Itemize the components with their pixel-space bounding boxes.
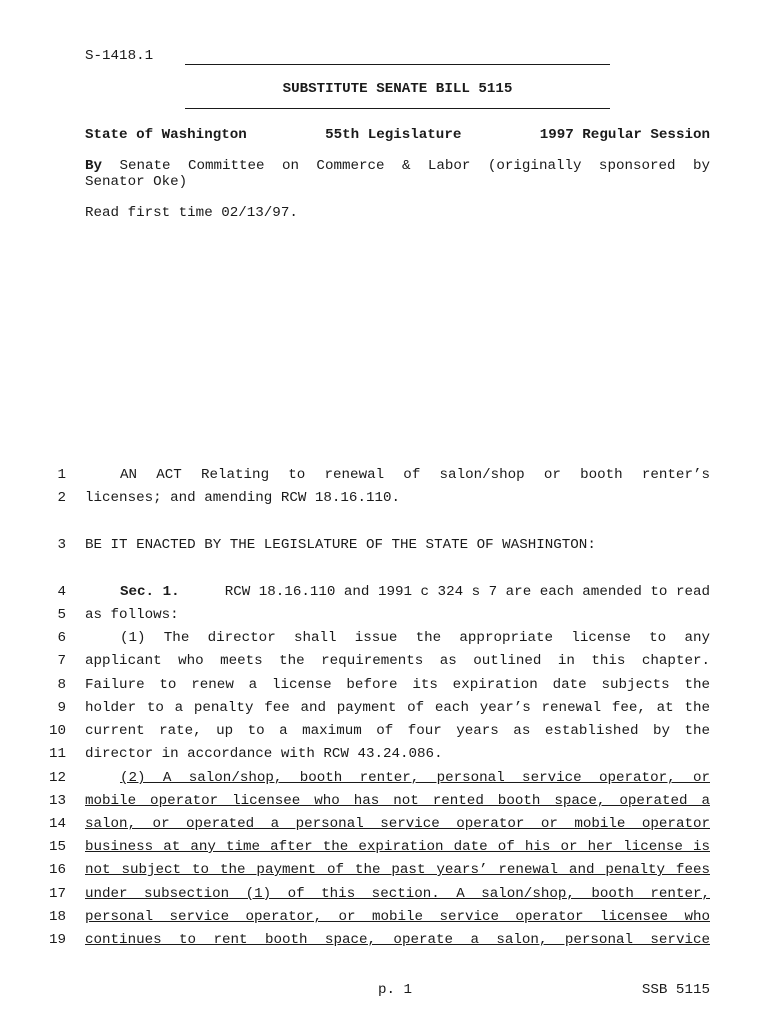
bill-line: current rate, up to a maximum of four years as established by the: [85, 723, 710, 739]
line-number: 7: [57, 653, 66, 669]
line-number: 18: [48, 909, 66, 925]
section-number: Sec. 1.: [120, 584, 180, 600]
amendment-text: under subsection (1) of this section. A salon/shop, booth renter,: [85, 886, 710, 902]
by-label: By: [85, 158, 103, 174]
bill-title: SUBSTITUTE SENATE BILL 5115: [282, 81, 513, 97]
enacting-clause: BE IT ENACTED BY THE LEGISLATURE OF THE STATE OF WASHINGTON:: [85, 537, 596, 553]
bill-line: applicant who meets the requirements as outlined in this chapter.: [85, 653, 710, 669]
section-heading-line: [85, 584, 710, 600]
amendment-text: (2) A salon/shop, booth renter, personal service operator, or: [120, 770, 710, 786]
header-rule-top: [185, 64, 610, 65]
bill-line: licenses; and amending RCW 18.16.110.: [85, 490, 401, 506]
line-number: 11: [48, 746, 66, 762]
state-label: State of Washington: [85, 127, 247, 143]
line-number: 10: [48, 723, 66, 739]
legislature-label: 55th Legislature: [325, 127, 462, 143]
bill-line: as follows:: [85, 607, 179, 623]
amendment-text: continues to rent booth space, operate a salon, personal service: [85, 932, 710, 948]
amendment-text: salon, or operated a personal service operator or mobile operator: [85, 816, 710, 832]
header-rule-bottom: [185, 108, 610, 109]
line-number: 6: [57, 630, 66, 646]
line-number: 4: [57, 584, 66, 600]
page-number: p. 1: [378, 982, 413, 998]
sponsor-text-1: Senate Committee on Commerce & Labor (originally sponsored by: [119, 158, 710, 174]
line-number: 8: [57, 677, 66, 693]
line-number: 3: [57, 537, 66, 553]
line-number: 9: [57, 700, 66, 716]
bill-line: RCW 18.16.110 and 1991 c 324 s 7 are each amended to read: [224, 584, 710, 600]
sponsor-line-1: [85, 158, 710, 174]
amended-line: [85, 770, 710, 786]
bill-line: (1) The director shall issue the appropriate license to any: [120, 630, 710, 646]
sponsor-line-2: Senator Oke): [85, 174, 188, 190]
amendment-text: personal service operator, or mobile service operator licensee who: [85, 909, 710, 925]
bill-line: holder to a penalty fee and payment of each year’s renewal fee, at the: [85, 700, 710, 716]
bill-line: director in accordance with RCW 43.24.086.: [85, 746, 443, 762]
line-number: 13: [48, 793, 66, 809]
read-first-time: Read first time 02/13/97.: [85, 205, 298, 221]
document-id: S-1418.1: [85, 48, 154, 64]
amendment-text: not subject to the payment of the past years’ renewal and penalty fees: [85, 862, 710, 878]
session-label: 1997 Regular Session: [539, 127, 710, 143]
line-number: 15: [48, 839, 66, 855]
line-number: 19: [48, 932, 66, 948]
bill-line: Failure to renew a license before its expiration date subjects the: [85, 677, 710, 693]
line-number: 16: [48, 862, 66, 878]
amendment-text: mobile operator licensee who has not rented booth space, operated a: [85, 793, 710, 809]
line-number: 1: [57, 467, 66, 483]
footer-bill-id: SSB 5115: [641, 982, 710, 998]
amendment-text: business at any time after the expiration date of his or her license is: [85, 839, 710, 855]
line-number: 5: [57, 607, 66, 623]
line-number: 2: [57, 490, 66, 506]
line-number: 17: [48, 886, 66, 902]
line-number: 14: [48, 816, 66, 832]
session-line: [85, 127, 710, 143]
bill-line: AN ACT Relating to renewal of salon/shop or booth renter’s: [120, 467, 710, 483]
line-number: 12: [48, 770, 66, 786]
